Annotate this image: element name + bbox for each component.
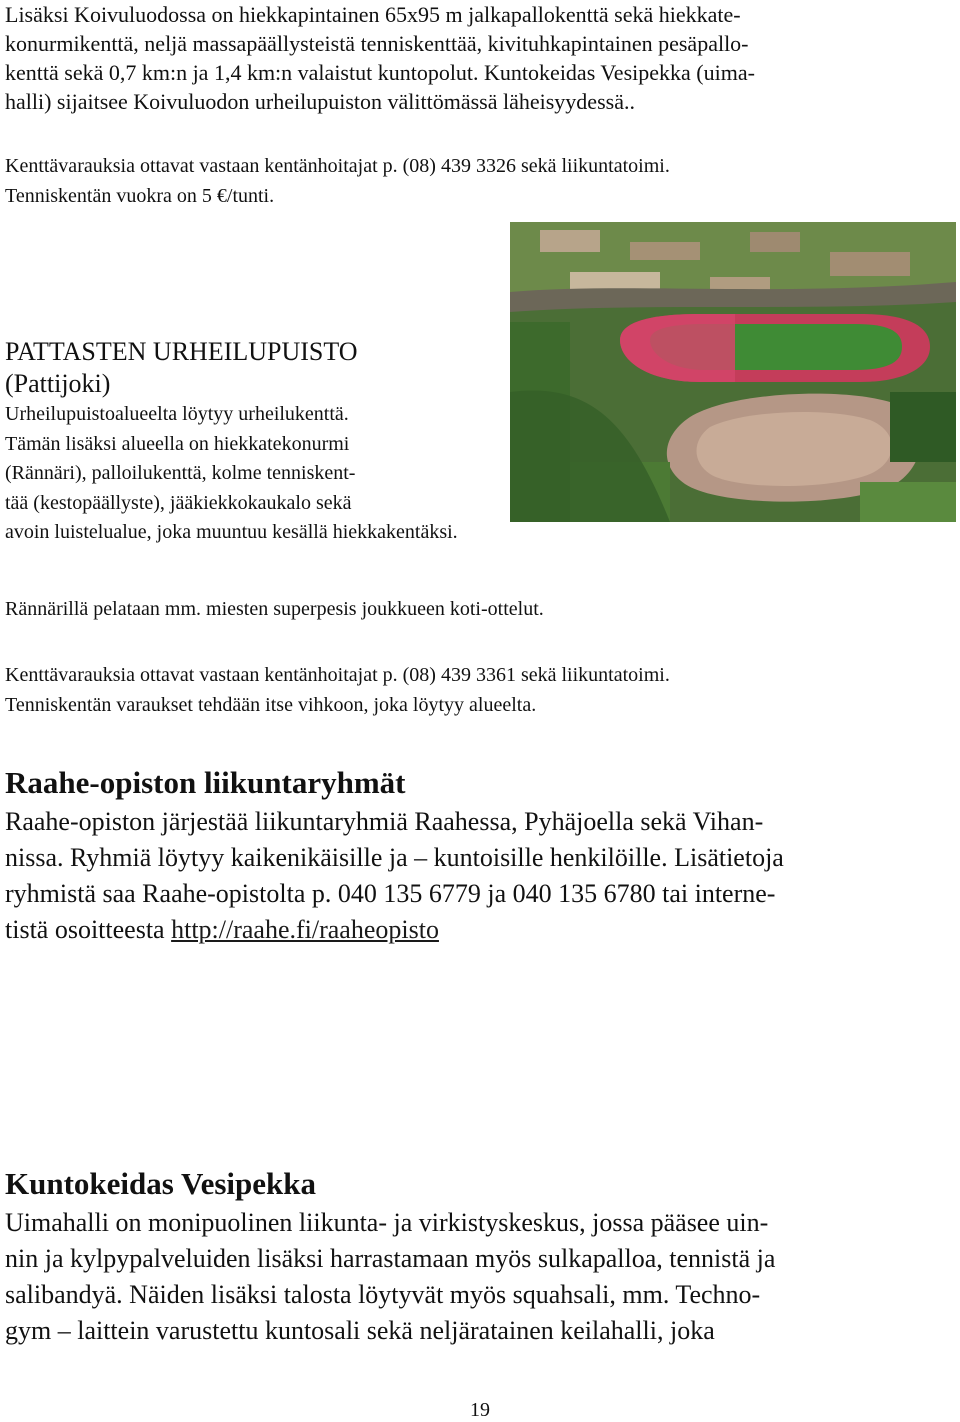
raahe-heading: Raahe-opiston liikuntaryhmät bbox=[5, 765, 406, 800]
pattasten-section bbox=[5, 336, 458, 548]
text-line: kenttä sekä 0,7 km:n ja 1,4 km:n valaistut kuntopolut. Kuntokeidas Vesipekka (uima- bbox=[5, 60, 755, 85]
text-line: Tenniskentän vuokra on 5 €/tunti. bbox=[5, 184, 275, 207]
vesipekka-paragraph bbox=[5, 1205, 775, 1349]
text-line: halli) sijaitsee Koivuluodon urheilupuiston välittömässä läheisyydessä.. bbox=[5, 89, 635, 114]
text-line: nissa. Ryhmiä löytyy kaikenikäisille ja – kuntoisille henkilöille. Lisätietoja bbox=[5, 843, 784, 872]
text-line: salibandyä. Näiden lisäksi talosta löytyvät myös squahsali, mm. Techno- bbox=[5, 1280, 761, 1309]
text-line: Lisäksi Koivuluodossa on hiekkapintainen 65x95 m jalkapallokenttä sekä hiekkate- bbox=[5, 2, 741, 27]
text-line bbox=[5, 912, 784, 948]
text-fragment: tistä osoitteesta bbox=[5, 915, 172, 944]
text-line: nin ja kylpypalveluiden lisäksi harrastamaan myös sulkapalloa, tennistä ja bbox=[5, 1244, 776, 1273]
rannari-paragraph: Rännärillä pelataan mm. miesten superpesis joukkueen koti-ottelut. bbox=[5, 598, 544, 620]
text-line: Tenniskentän varaukset tehdään itse vihkoon, joka löytyy alueelta. bbox=[5, 693, 537, 716]
text-line: tää (kestopäällyste), jääkiekkokaukalo sekä bbox=[5, 491, 352, 514]
text-line: gym – laittein varustettu kuntosali sekä neljäratainen keilahalli, joka bbox=[5, 1316, 715, 1345]
intro-paragraph bbox=[5, 0, 955, 116]
pattasten-booking-paragraph bbox=[5, 661, 670, 720]
section-subheading: (Pattijoki) bbox=[5, 369, 111, 398]
section-heading: PATTASTEN URHEILUPUISTO bbox=[5, 337, 358, 366]
text-line: Urheilupuistoalueelta löytyy urheilukenttä. bbox=[5, 403, 349, 425]
text-line: avoin luistelualue, joka muuntuu kesällä hiekkakentäksi. bbox=[5, 521, 458, 543]
text-line: Uimahalli on monipuolinen liikunta- ja virkistyskeskus, jossa pääsee uin- bbox=[5, 1208, 769, 1237]
text-line: Raahe-opiston järjestää liikuntaryhmiä Raahessa, Pyhäjoella sekä Vihan- bbox=[5, 807, 764, 836]
text-line: Kenttävarauksia ottavat vastaan kentänhoitajat p. (08) 439 3326 sekä liikuntatoimi. bbox=[5, 155, 670, 177]
text-line: ryhmistä saa Raahe-opistolta p. 040 135 6779 ja 040 135 6780 tai interne- bbox=[5, 879, 776, 908]
text-line: Tämän lisäksi alueella on hiekkatekonurmi bbox=[5, 432, 350, 455]
page-number: 19 bbox=[470, 1399, 490, 1421]
stadium-aerial-photo bbox=[510, 222, 956, 522]
koivuluoto-booking-paragraph bbox=[5, 152, 670, 211]
vesipekka-heading: Kuntokeidas Vesipekka bbox=[5, 1166, 316, 1201]
text-line: Kenttävarauksia ottavat vastaan kentänhoitajat p. (08) 439 3361 sekä liikuntatoimi. bbox=[5, 664, 670, 686]
text-line: (Rännäri), palloilukenttä, kolme tenniskent- bbox=[5, 462, 356, 484]
text-line: konurmikenttä, neljä massapäällysteistä tenniskenttää, kivituhkapintainen pesäpallo- bbox=[5, 31, 749, 56]
raahe-opisto-link[interactable]: http://raahe.fi/raaheopisto bbox=[171, 915, 439, 944]
raahe-paragraph bbox=[5, 804, 784, 948]
